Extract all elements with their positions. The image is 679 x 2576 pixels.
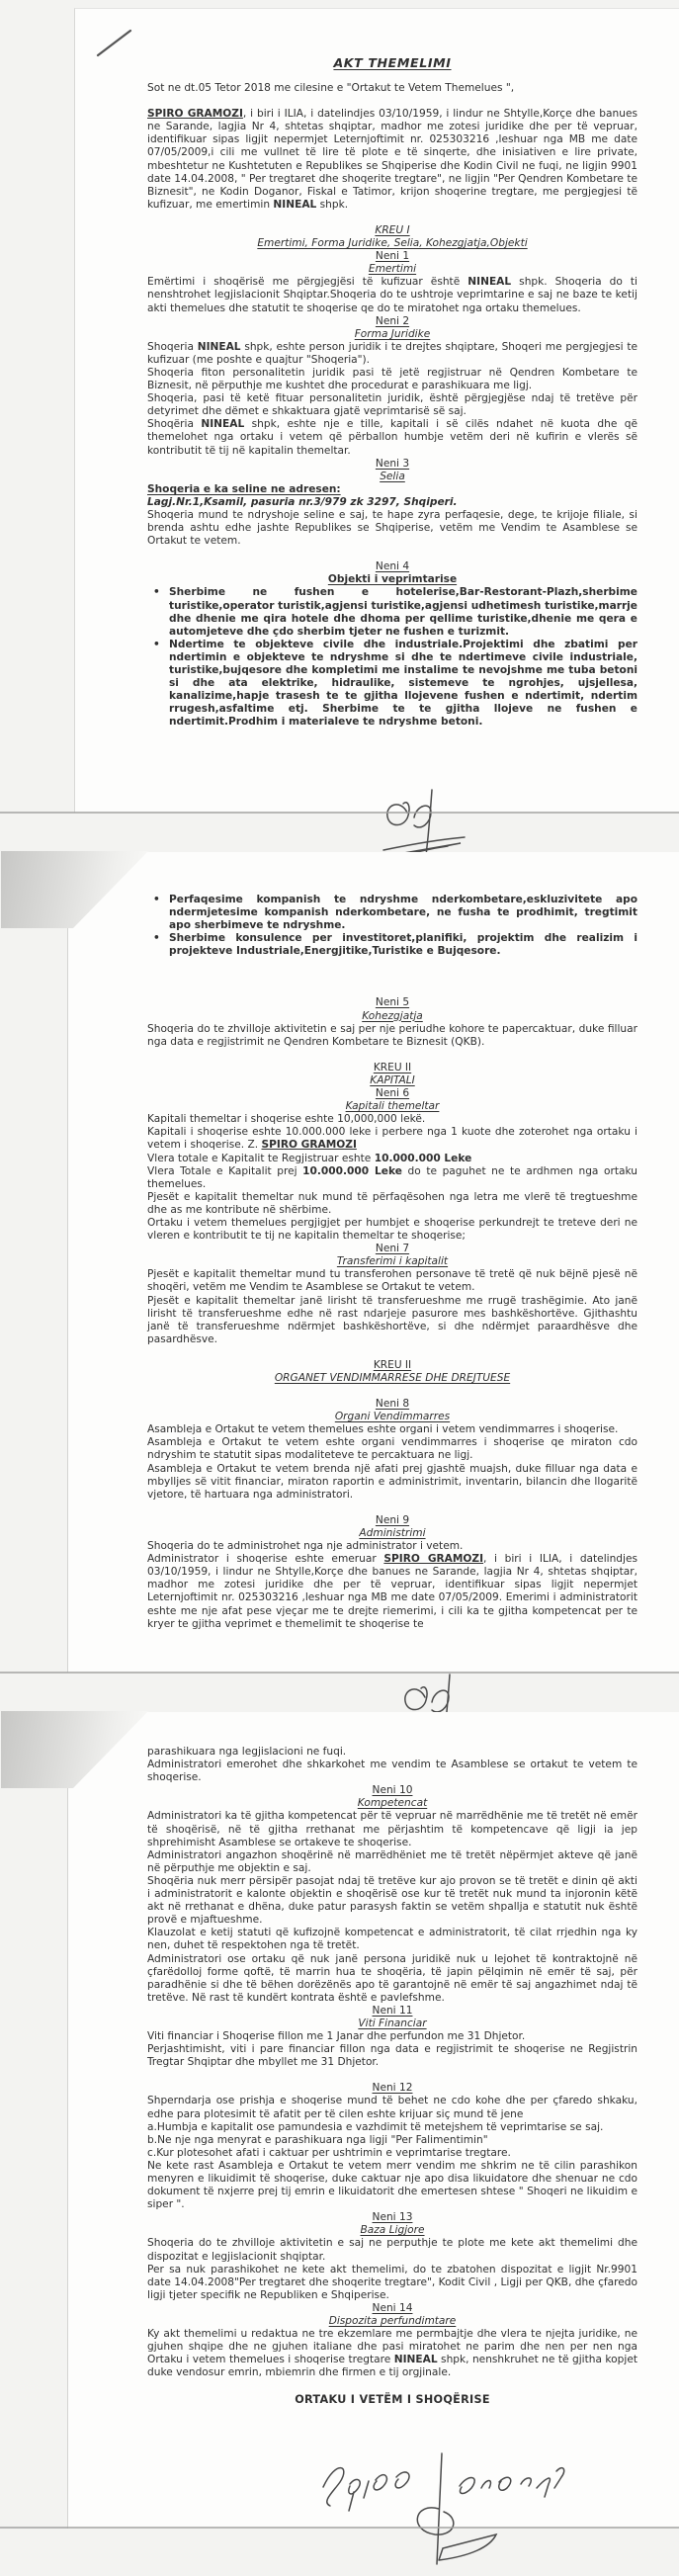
paragraph: Shoqeria fiton personalitetin juridik pasi të jetë regjistruar në Qendren Kombetare te Biznesit, në përputhje me kushtet dhe procedurat e parashikuara me ligj. bbox=[147, 366, 637, 392]
paragraph: c.Kur plotesohet afati i caktuar per ushtrimin e veprimtarise tregtare. bbox=[147, 2146, 511, 2159]
article-heading: Neni 6 bbox=[375, 1087, 410, 1100]
paragraph: Asambleja e Ortakut te vetem brenda një afati prej gjashtë muajsh, duke filluar nga data e mbylljes së vitit financiar, miraton raportin e administrimit, inventarin, bilancin dhe llogaritë vjetore, të hartuara nga administratori. bbox=[147, 1462, 637, 1501]
chapter-heading: Selia bbox=[380, 470, 405, 482]
paragraph: Sot ne dt.05 Tetor 2018 me cilesine e "Ortakut te Vetem Themelues ", bbox=[147, 82, 515, 95]
article-heading: Neni 13 bbox=[372, 2211, 413, 2224]
paragraph: Shperndarja ose prishja e shoqerise mund të behet ne cdo kohe dhe per çfaredo shkaku, edhe para plotesimit të afatit per të cilen eshte krijuar siç mund të jene bbox=[147, 2095, 637, 2120]
article-heading: Neni 11 bbox=[372, 2004, 413, 2017]
paragraph: Ortaku i vetem themelues pergjigjet per humbjet e shoqerise perkundrejt te treteve deri ne vleren e kontributit te tij ne kapitalin themeltar te shoqerise; bbox=[147, 1216, 637, 1243]
paragraph: Vlera totale e Kapitalit te Regjistruar eshte 10.000.000 Leke bbox=[147, 1152, 472, 1164]
chapter-heading: Forma Juridike bbox=[354, 327, 431, 340]
chapter-heading: Kapitali themeltar bbox=[345, 1100, 440, 1113]
paragraph: Shoqeria do te zhvilloje aktivitetin e saj ne perputhje te plote me kete akt themelimi dhe dispozitat e legjislacionit shqiptar. bbox=[147, 2237, 637, 2263]
activity-bullet-item: • Sherbime konsulence per investitoret,planifiki, projektim dhe realizim i projekteve Industriale,Energjitike,Turistike e Bujqesore. bbox=[147, 932, 637, 958]
blank-line bbox=[147, 971, 637, 984]
article-heading: Neni 4 bbox=[375, 560, 410, 573]
closing-heading: ORTAKU I VETËM I SHOQËRISE bbox=[295, 2392, 490, 2406]
document-title: AKT THEMELIMI bbox=[333, 55, 452, 70]
article-heading: Neni 3 bbox=[375, 457, 410, 470]
blank-line bbox=[147, 212, 637, 224]
chapter-heading: Transferimi i kapitalit bbox=[336, 1255, 449, 1268]
article-heading: Neni 10 bbox=[372, 1784, 413, 1797]
paragraph: Administrator i shoqerise eshte emeruar SPIRO GRAMOZI, i biri i ILIA, i datelindjes 03/10/1959, i lindur ne Shtylle,Korçe dhe banues ne Sarande, lagjia Nr 4, shtetas shqiptar, madhor me zotesi juridike dhe per të vepruar, identifikuar sipas ligjit nepermjet Leternjoftimit nr. 025303216 ,leshuar nga MB me date 07/05/2009. Emerimi i administratorit eshte me nje afat pese vjeçar me te drejte riemerimi, i cili ka te gjitha kompetencat per te kryer te gjitha veprimet e themelimit te shoqerise te bbox=[147, 1553, 638, 1630]
chapter-heading: KREU I bbox=[375, 223, 410, 236]
paragraph: a.Humbja e kapitalit ose pamundesia e vazhdimit të metejshem të veprimtarise se saj. bbox=[147, 2120, 604, 2133]
chapter-heading: KAPITALI bbox=[370, 1073, 415, 1086]
folded-corner bbox=[1, 1711, 148, 1788]
document-page-1 bbox=[74, 8, 679, 813]
paragraph: Klauzolat e ketij statuti që kufizojnë kompetencat e administratorit, të cilat rrjedhin nga ky nen, duhet të respektohen nga të tretët. bbox=[147, 1927, 637, 1952]
blank-line bbox=[147, 69, 637, 82]
paragraph: Administratori ose ortaku që nuk janë persona juridikë nuk u lejohet të kontraktojnë në çfarëdolloj forme qoftë, të marrin hua te shoqëria, të japin pëlqimin në emër të saj, për paradhënie si dhe të bëhen dorëzënës apo të garantojnë në emër të saj angazhimet ndaj të tretëve. Në rast të kundërt kontrata është e pavlefshme. bbox=[147, 1952, 637, 2004]
page-bottom-edge bbox=[0, 812, 679, 814]
chapter-heading: Viti Financiar bbox=[358, 2017, 427, 2029]
chapter-heading: Dispozita perfundimtare bbox=[328, 2315, 457, 2328]
page-bottom-edge bbox=[0, 2527, 679, 2529]
article-heading: Neni 9 bbox=[375, 1513, 410, 1526]
page-bottom-edge bbox=[0, 1672, 679, 1674]
activity-list bbox=[147, 894, 637, 958]
paragraph: Per sa nuk parashikohet ne kete akt themelimi, do te zbatohen dispozitat e ligjit Nr.9901 date 14.04.2008"Per tregtaret dhe shoqerite tregtare", Kodit Civil , Ligji per QKB, dhe çfaredo ligji tjeter specifik ne Republiken e Shqiperise. bbox=[147, 2263, 637, 2301]
paragraph: Administratori angazhon shoqërinë në marrëdhëniet me të tretët nëpërmjet akteve që janë në përputhje me objektin e saj. bbox=[147, 1848, 637, 1874]
paragraph: Pjesët e kapitalit themeltar nuk mund të përfaqësohen nga letra me vlerë të tregtueshme dhe as me kontribute në shërbime. bbox=[147, 1190, 637, 1216]
folded-corner bbox=[1, 851, 148, 928]
paragraph: Shoqëria nuk merr përsipër pasojat ndaj të tretëve kur ajo provon se të tretët e dinin që akti i administratorit e kalonte objektin e shoqërisë ose kur të tretët nuk mund ta injoronin këtë akt në rrethanat e dhëna, duke patur parasysh faktin se vetëm shpallja e statutit nuk është provë e mjaftueshme. bbox=[147, 1874, 637, 1927]
paragraph: parashikuara nga legjislacioni ne fuqi. bbox=[147, 1746, 347, 1758]
article-heading: Neni 2 bbox=[375, 314, 410, 327]
chapter-heading: ORGANET VENDIMMARRESE DHE DREJTUESE bbox=[274, 1372, 511, 1384]
activity-bullet-item: • Perfaqesime kompanish te ndryshme nderkombetare,eskluzivitete apo ndermjetesime kompanish nderkombetare, ne fusha te prodhimit, tregtimit apo sherbimeve te ndryshme. bbox=[147, 894, 637, 932]
paragraph: Ne kete rast Asambleja e Ortakut te vetem merr vendim me shkrim ne të cilin parashikon menyren e likuidimit të shoqerise, duke caktuar nje apo disa likuidatore dhe shenuar ne cdo dokument të nxjerre prej tij emrin e likuidatorit dhe emertesen shtese " Shoqeri ne likuidim e siper ". bbox=[147, 2159, 637, 2211]
blank-line bbox=[147, 958, 637, 971]
paragraph: Shoqëria NINEAL shpk, eshte nje e tille, kapitali i së cilës ndahet në kuota dhe që themelohet nga ortaku i vetem që përballon humbje vetëm deri në kufirin e vlerës së kontributit të tij në kapitalin themeltar. bbox=[147, 418, 637, 457]
article-heading: KREU II bbox=[373, 1358, 412, 1371]
article-heading: Neni 1 bbox=[375, 250, 410, 263]
paragraph: Kapitali themeltar i shoqerise eshte 10,000,000 lekë. bbox=[147, 1113, 426, 1126]
paragraph: Vlera Totale e Kapitalit prej 10.000.000 Leke do te paguhet ne te ardhmen nga ortaku themelues. bbox=[147, 1164, 637, 1190]
address-heading: Shoqeria e ka seline ne adresen: bbox=[147, 482, 341, 495]
chapter-heading: Kohezgjatja bbox=[362, 1009, 423, 1022]
paragraph: Kapitali i shoqerise eshte 10.000.000 leke i perbere nga 1 kuote dhe zoterohet nga ortaku i vetem i shoqerise. Z. SPIRO GRAMOZI bbox=[147, 1126, 637, 1152]
activity-bullet-item: • Sherbime ne fushen e hotelerise,Bar-Restorant-Plazh,sherbime turistike,operator turistik,agjensi turistike,agjensi udhetimesh turistike,marrje dhe dhenie me qira hotele dhe dhoma per qellime turistike,dhenie me qera e automjeteve dhe çdo sherbim tjeter ne fushen e turizmit. bbox=[147, 586, 637, 638]
article-heading: Neni 7 bbox=[375, 1243, 410, 1255]
blank-line bbox=[147, 1049, 637, 1062]
chapter-heading: Organi Vendimmarres bbox=[334, 1411, 451, 1423]
paragraph: Shoqeria do te administrohet nga nje administrator i vetem. bbox=[147, 1540, 464, 1553]
page-2-content bbox=[147, 894, 637, 1631]
blank-line bbox=[147, 1346, 637, 1359]
paragraph: Administratori ka të gjitha kompetencat për të vepruar në marrëdhënie me të tretët në emër të shoqërisë, në të gjitha rrethanat me përjashtim të kompetencave që ligji ia jep shprehimisht Asamblese se ortakeve te shoqerise. bbox=[147, 1810, 637, 1848]
article-heading: Neni 12 bbox=[372, 2082, 413, 2095]
paragraph: Viti financiar i Shoqerise fillon me 1 Janar dhe perfundon me 31 Dhjetor. bbox=[147, 2030, 526, 2043]
document-page-2 bbox=[67, 852, 679, 1673]
chapter-heading: Emertimi, Forma Juridike, Selia, Kohezgjatja,Objekti bbox=[257, 237, 528, 250]
paragraph: Pjesët e kapitalit themeltar mund tu transferohen personave të tretë që nuk bëjnë pjesë në shoqëri, vetëm me Vendim te Asamblese se Ortakut te vetem. bbox=[147, 1268, 637, 1294]
paragraph: SPIRO GRAMOZI, i biri i ILIA, i datelindjes 03/10/1959, i lindur ne Shtylle,Korçe dhe banues ne Sarande, lagjia Nr 4, shtetas shqiptar, madhor me zotesi juridike dhe per të vepruar, identifikuar sipas ligjit nepermjet Leternjoftimit nr. 025303216 ,leshuar nga MB me date 07/05/2009,i cili me vullnet të lire të plote e të sinqerte, dhe inisiativen e lire private, mbeshtetur ne Kushtetuten e Republikes se Shqiperise dhe Kodin Civil ne fuqi, ne ligjin 9901 date 14.04.2008, " Per tregtaret dhe shoqerite tregtare", ne ligjin "Per Qendren Kombetare te Biznesit", ne Kodin Doganor, Fiskal e Tatimor, krijon shoqerine tregtare, me pergjegjesi të kufizuar, me emertimin NINEAL shpk. bbox=[147, 108, 637, 211]
activity-list bbox=[147, 586, 637, 729]
article-heading: KREU II bbox=[373, 1061, 412, 1073]
document-page-3 bbox=[67, 1712, 679, 2529]
blank-line bbox=[147, 95, 637, 108]
paragraph: Asambleja e Ortakut te vetem eshte organi vendimmarres i shoqerise qe miraton cdo ndryshim te statutit sipas modaliteteve te percaktuara ne ligj. bbox=[147, 1436, 637, 1462]
blank-line bbox=[147, 1502, 637, 1514]
article-heading: Neni 5 bbox=[375, 996, 410, 1009]
paragraph: Administratori emerohet dhe shkarkohet me vendim te Asamblese se ortakut te vetem te shoqerise. bbox=[147, 1759, 637, 1784]
blank-line bbox=[147, 2069, 637, 2082]
address-line: Lagj.Nr.1,Ksamil, pasuria nr.3/979 zk 3297, Shqiperi. bbox=[147, 495, 458, 508]
chapter-heading: Emertimi bbox=[368, 263, 417, 276]
section-heading: Objekti i veprimtarise bbox=[327, 573, 458, 586]
chapter-heading: Administrimi bbox=[359, 1526, 426, 1539]
founder-full-signature bbox=[309, 2451, 574, 2576]
chapter-heading: Baza Ligjore bbox=[360, 2224, 425, 2237]
pen-stroke-icon bbox=[95, 27, 134, 58]
paragraph: Shoqeria do te zhvilloje aktivitetin e saj per nje periudhe kohore te papercaktuar, duke filluar nga data e regjistrimit ne Qendren Kombetare te Biznesit (QKB). bbox=[147, 1022, 637, 1048]
paragraph: Shoqeria, pasi të ketë fituar personalitetin juridik, është përgjegjëse ndaj të tretëve për detyrimet dhe dëmet e shkaktuara gjatë veprimtarisë së saj. bbox=[147, 392, 637, 418]
paragraph: Shoqeria NINEAL shpk, eshte person juridik i te drejtes shqiptare, Shoqeri me pergjegjesi te kufizuar (me poshte e quajtur "Shoqeria"). bbox=[147, 340, 637, 366]
article-heading: Neni 8 bbox=[375, 1398, 410, 1411]
paragraph: Asambleja e Ortakut te vetem themelues eshte organi i vetem vendimmarres i shoqerise. bbox=[147, 1423, 619, 1436]
activity-bullet-item: • Ndertime te objekteve civile dhe industriale.Projektimi dhe zbatimi per ndertimin e objekteve te ndryshme si dhe te ndertimeve civile industriale, turistike,bujqesore dhe kompletimi me instalime te nevojshme me tuba betoni si dhe ata elektrike, hidraulike, sistemeve te ngrohjes, ujsjellesa, kanalizime,hapje trasesh te te gjitha llojevene fushen e ndertimit, ndertim rrugesh,asfaltime etj. Sherbime te te gjitha llojeve ne fushen e ndertimit.Prodhim i materialeve te ndryshme betoni. bbox=[147, 639, 637, 730]
article-heading: Neni 14 bbox=[372, 2301, 413, 2314]
paragraph: Emërtimi i shoqërisë me përgjegjësi të kufizuar është NINEAL shpk. Shoqeria do ti nenshtrohet legjislacionit Shqiptar.Shoqeria do te ushtroje veprimtarine e saj ne baze te ketij akti themelues dhe statutit te shoqerise qe do te miratohet nga ortaku themelues. bbox=[147, 276, 637, 314]
blank-line bbox=[147, 548, 637, 560]
page-3-content bbox=[147, 1746, 637, 2406]
paragraph: Perjashtimisht, viti i pare financiar fillon nga data e regjistrimit te shoqerise ne Regjistrin Tregtar Shqiptar dhe mbyllet me 31 Dhjetor. bbox=[147, 2043, 637, 2069]
paragraph: Ky akt themelimi u redaktua ne tre ekzemlare me permbajtje dhe vlera te njejta juridike, ne gjuhen shqipe dhe ne gjuhen italiane dhe pasi miratohet ne parim dhe nen per nen nga Ortaku i vetem themelues i shoqerise tregtare NINEAL shpk, nenshkruhet ne të gjitha kopjet duke vendosur emrin, mbiemrin dhe firmen e tij orgjinale. bbox=[147, 2328, 637, 2379]
chapter-heading: Kompetencat bbox=[357, 1797, 428, 1810]
paragraph: b.Ne nje nga menyrat e parashikuara nga ligji "Per Falimentimin" bbox=[147, 2133, 488, 2146]
blank-line bbox=[147, 984, 637, 996]
page-1-content bbox=[147, 56, 637, 730]
blank-line bbox=[147, 1385, 637, 1398]
blank-line bbox=[147, 2380, 637, 2393]
paragraph: Pjesët e kapitalit themeltar janë lirisht të transferueshme me rrugë trashëgimie. Ato janë lirisht të transferueshme edhe në rast ndarjeje pasurore mes bashkëshortëve. Gjithashtu janë të transferueshme ndërmjet bashkëshortëve, si dhe ndërmjet paraardhësve dhe pasardhësve. bbox=[147, 1294, 637, 1345]
paragraph: Shoqeria mund te ndryshoje seline e saj, te hape zyra perfaqesie, dege, te krijoje filiale, si brenda ashtu edhe jashte Republikes se Shqiperise, vetëm me Vendim te Asamblese se Ortakut te vetem. bbox=[147, 509, 637, 548]
